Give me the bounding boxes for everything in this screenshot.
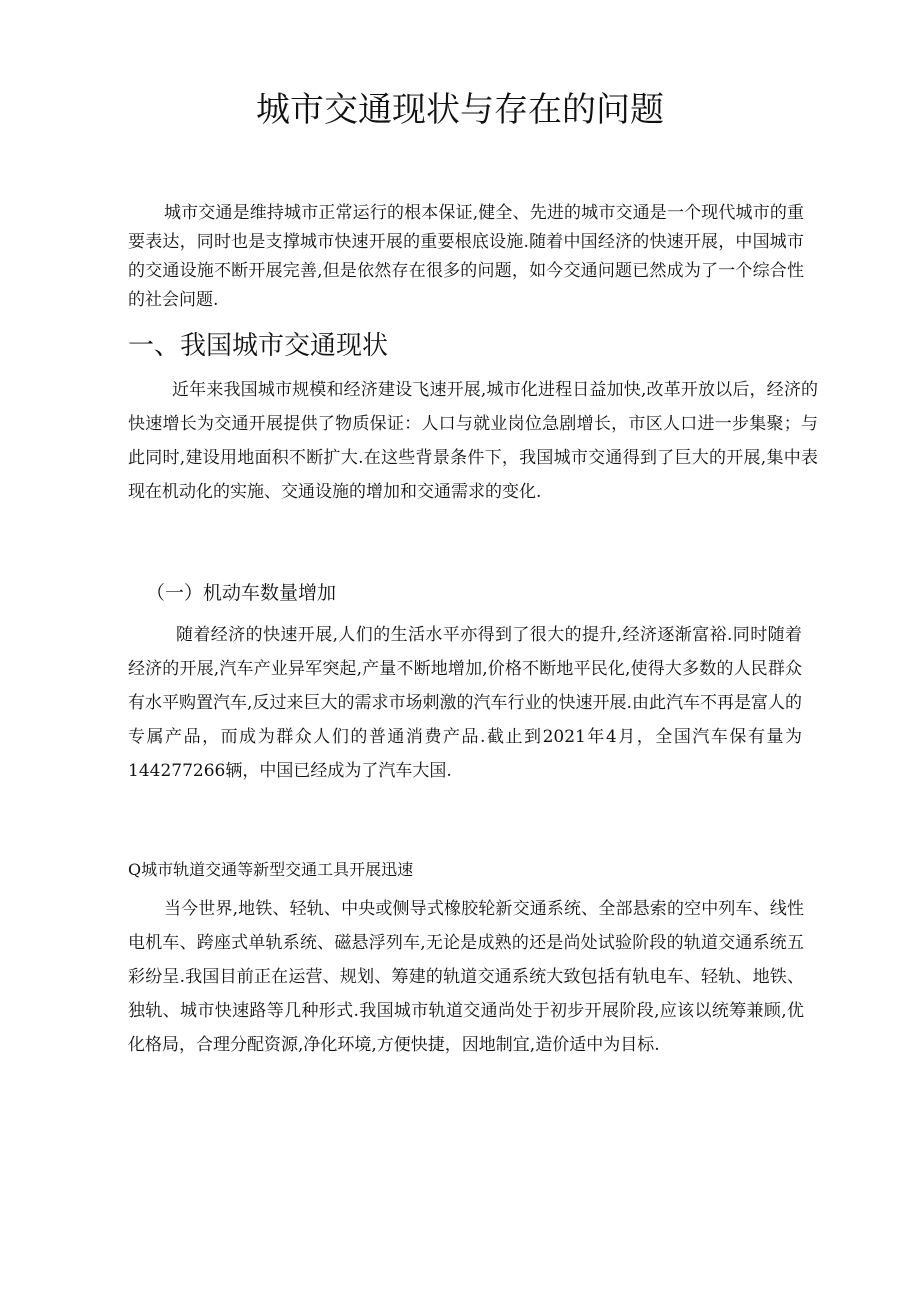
intro-paragraph: 城市交通是维持城市正常运行的根本保证,健全、先进的城市交通是一个现代城市的重要表达，同时也是支撑城市快速开展的重要根底设施.随着中国经济的快速开展，中国城市的交通设施不断开展完善,但是依然存在很多的问题，如今交通问题已然成为了一个综合性的社会问题. [128,203,804,310]
section-1-paragraph: 近年来我国城市规模和经济建设飞速开展,城市化进程日益加快,改革开放以后，经济的快速增长为交通开展提供了物质保证：人口与就业岗位急剧增长，市区人口进一步集聚；与此同时,建设用地面积不断扩大.在这些背景条件下，我国城市交通得到了巨大的开展,集中表现在机动化的实施、交通设施的增加和交通需求的变化. [128,380,818,502]
subsection-2-heading: Q城市轨道交通等新型交通工具开展迅速 [128,860,414,879]
subsection-1-heading: （一）机动车数量增加 [146,582,337,604]
document-title: 城市交通现状与存在的问题 [256,90,664,130]
subsection-1-paragraph: 随着经济的快速开展,人们的生活水平亦得到了很大的提升,经济逐渐富裕.同时随着经济的开展,汽车产业异军突起,产量不断地增加,价格不断地平民化,使得大多数的人民群众有水平购置汽车,反过来巨大的需求市场刺激的汽车行业的快速开展.由此汽车不再是富人的专属产品，而成为群众人们的普通消费产品.截止到2021年4月，全国汽车保有量为144277266辆，中国已经成为了汽车大国. [128,625,802,781]
subsection-2-paragraph: 当今世界,地铁、轻轨、中央或侧导式橡胶轮新交通系统、全部悬索的空中列车、线性电机车、跨座式单轨系统、磁悬浮列车,无论是成熟的还是尚处试验阶段的轨道交通系统五彩纷呈.我国目前正在运营、规划、筹建的轨道交通系统大致包括有轨电车、轻轨、地铁、独轨、城市快速路等几种形式.我国城市轨道交通尚处于初步开展阶段,应该以统筹兼顾,优化格局，合理分配资源,净化环境,方便快捷，因地制宜,造价适中为目标. [128,899,804,1055]
section-1-heading: 一、我国城市交通现状 [128,331,389,361]
